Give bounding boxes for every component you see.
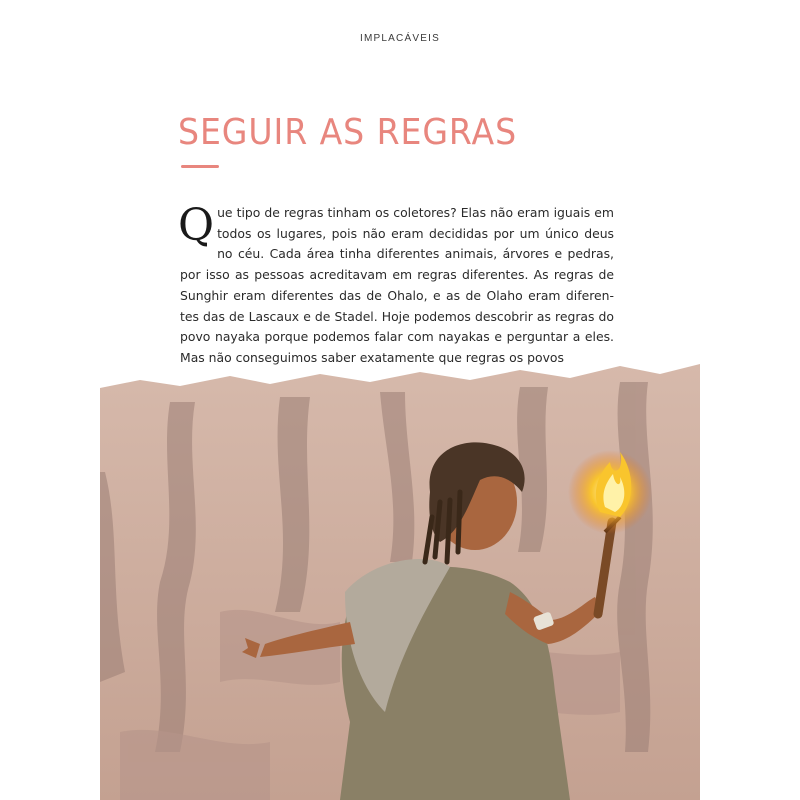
running-head: IMPLACÁVEIS (360, 33, 440, 44)
chapter-title: SEGUIR AS REGRAS (178, 112, 518, 153)
body-paragraph (178, 200, 614, 369)
paragraph-text: ue tipo de regras tinham os coletores? Elas não eram iguais em todos os lugares, pois não eram decididas por um único deus no céu. Cada área tinha diferentes animais, árvores e pedras, por isso as pessoas acreditavam em regras diferentes. As regras de Sunghir eram diferentes das de Ohalo, e as de Olaho eram diferen-tes das de Lascaux e de Stadel. Hoje podemos descobrir as regras do povo nayaka porque podemos falar com nayakas e perguntar a eles. Mas não conseguimos saber exatamente que regras os povos (180, 205, 614, 365)
drop-cap: Q (178, 200, 215, 251)
title-underline (181, 165, 219, 168)
cave-illustration (100, 352, 700, 800)
